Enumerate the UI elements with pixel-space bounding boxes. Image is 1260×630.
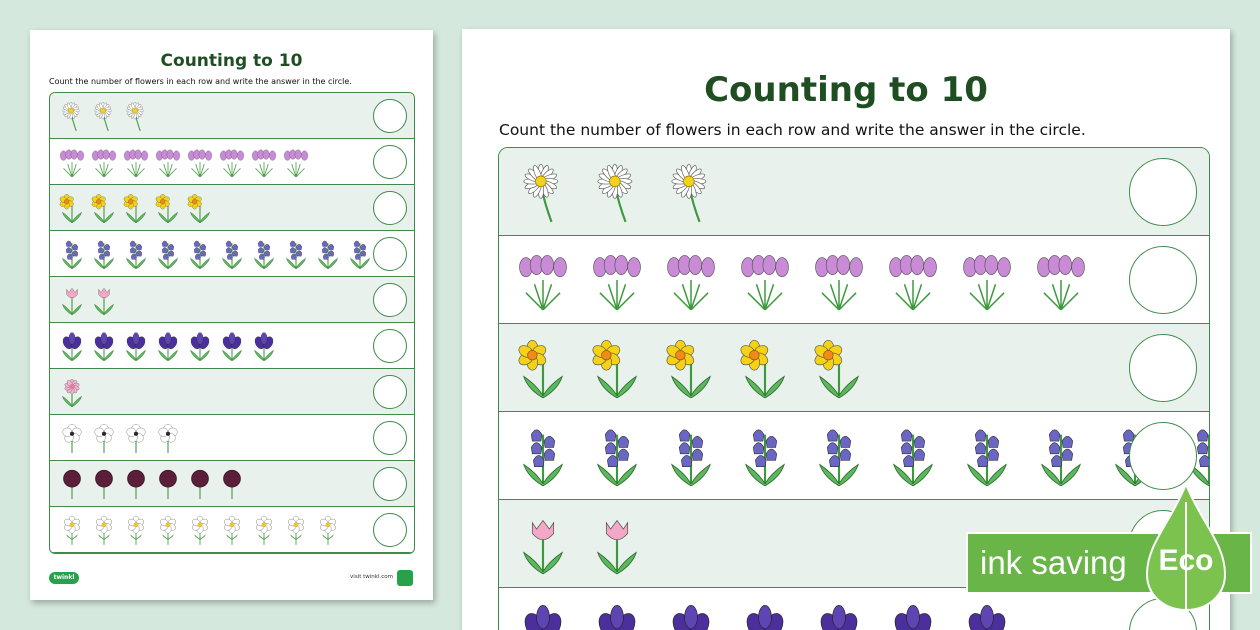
daffodil-icon xyxy=(511,327,575,409)
iris-icon xyxy=(733,591,797,630)
allium-icon xyxy=(216,464,248,504)
daffodil-icon xyxy=(184,188,216,228)
daffodil-icon xyxy=(585,327,649,409)
answer-circle[interactable] xyxy=(373,467,407,501)
white-flower-icon xyxy=(56,510,88,550)
daisy-icon xyxy=(585,151,649,233)
footer-url: visit twinkl.com xyxy=(350,574,393,580)
white-flower-icon xyxy=(120,510,152,550)
iris-icon xyxy=(955,591,1019,630)
flower-row xyxy=(50,415,414,461)
allium-icon xyxy=(152,464,184,504)
white-pansy-icon xyxy=(56,418,88,458)
white-flower-icon xyxy=(312,510,344,550)
worksheet-instructions: Count the number of flowers in each row and write the answer in the circle. xyxy=(49,77,352,86)
flower-row xyxy=(499,324,1209,412)
answer-circle[interactable] xyxy=(373,237,407,271)
crocus-icon xyxy=(152,142,184,182)
flower-row xyxy=(50,507,414,553)
iris-icon xyxy=(88,326,120,366)
crocus-icon xyxy=(881,239,945,321)
bluebell-icon xyxy=(955,415,1019,497)
flower-row xyxy=(50,231,414,277)
daffodil-icon xyxy=(807,327,871,409)
iris-icon xyxy=(659,591,723,630)
carnation-icon xyxy=(56,372,88,412)
crocus-icon xyxy=(184,142,216,182)
white-flower-icon xyxy=(248,510,280,550)
crocus-icon xyxy=(511,239,575,321)
twinkl-logo: twinkl xyxy=(49,572,79,584)
white-pansy-icon xyxy=(88,418,120,458)
iris-icon xyxy=(216,326,248,366)
bluebell-icon xyxy=(807,415,871,497)
flower-row xyxy=(50,185,414,231)
worksheet-instructions: Count the number of flowers in each row and write the answer in the circle. xyxy=(499,121,1086,139)
answer-circle[interactable] xyxy=(373,191,407,225)
crocus-icon xyxy=(807,239,871,321)
bluebell-icon xyxy=(248,234,280,274)
worksheet-title: Counting to 10 xyxy=(704,70,988,110)
bluebell-icon xyxy=(216,234,248,274)
tulip-icon xyxy=(585,503,649,585)
daffodil-icon xyxy=(733,327,797,409)
daffodil-icon xyxy=(659,327,723,409)
tulip-icon xyxy=(88,280,120,320)
crocus-icon xyxy=(88,142,120,182)
daffodil-icon xyxy=(56,188,88,228)
crocus-icon xyxy=(280,142,312,182)
answer-circle[interactable] xyxy=(373,99,407,133)
crocus-icon xyxy=(216,142,248,182)
white-pansy-icon xyxy=(120,418,152,458)
daffodil-icon xyxy=(88,188,120,228)
bluebell-icon xyxy=(280,234,312,274)
crocus-icon xyxy=(248,142,280,182)
crocus-icon xyxy=(955,239,1019,321)
white-flower-icon xyxy=(280,510,312,550)
white-flower-icon xyxy=(216,510,248,550)
bluebell-icon xyxy=(881,415,945,497)
answer-circle[interactable] xyxy=(373,375,407,409)
tulip-icon xyxy=(56,280,88,320)
answer-circle[interactable] xyxy=(1129,158,1197,226)
iris-icon xyxy=(184,326,216,366)
flower-row xyxy=(50,277,414,323)
flower-row xyxy=(50,323,414,369)
bluebell-icon xyxy=(120,234,152,274)
iris-icon xyxy=(120,326,152,366)
daisy-icon xyxy=(659,151,723,233)
crocus-icon xyxy=(56,142,88,182)
answer-circle[interactable] xyxy=(373,421,407,455)
white-pansy-icon xyxy=(152,418,184,458)
worksheet-thumbnail[interactable] xyxy=(30,30,433,600)
daffodil-icon xyxy=(120,188,152,228)
answer-circle[interactable] xyxy=(373,283,407,317)
crocus-icon xyxy=(585,239,649,321)
white-flower-icon xyxy=(184,510,216,550)
bluebell-icon xyxy=(1029,415,1093,497)
bluebell-icon xyxy=(511,415,575,497)
daisy-icon xyxy=(120,96,152,136)
allium-icon xyxy=(120,464,152,504)
worksheet-footer xyxy=(49,570,415,588)
answer-circle[interactable] xyxy=(1129,246,1197,314)
daisy-icon xyxy=(88,96,120,136)
iris-icon xyxy=(248,326,280,366)
bluebell-icon xyxy=(88,234,120,274)
crocus-icon xyxy=(659,239,723,321)
ink-saving-label: ink saving xyxy=(980,544,1127,581)
bluebell-icon xyxy=(585,415,649,497)
crocus-icon xyxy=(733,239,797,321)
bluebell-icon xyxy=(184,234,216,274)
crocus-icon xyxy=(1029,239,1093,321)
daisy-icon xyxy=(56,96,88,136)
worksheet-title: Counting to 10 xyxy=(160,51,303,71)
answer-circle[interactable] xyxy=(373,513,407,547)
flower-row xyxy=(50,139,414,185)
flower-row xyxy=(50,369,414,415)
bluebell-icon xyxy=(733,415,797,497)
flower-row xyxy=(50,93,414,139)
crocus-icon xyxy=(120,142,152,182)
white-flower-icon xyxy=(88,510,120,550)
allium-icon xyxy=(184,464,216,504)
flower-row xyxy=(499,236,1209,324)
iris-icon xyxy=(807,591,871,630)
bluebell-icon xyxy=(152,234,184,274)
answer-circle[interactable] xyxy=(1129,422,1197,490)
iris-icon xyxy=(152,326,184,366)
badge-icon xyxy=(397,570,413,586)
flower-row xyxy=(499,412,1209,500)
allium-icon xyxy=(56,464,88,504)
answer-circle[interactable] xyxy=(373,145,407,179)
eco-tag: Eco xyxy=(1158,544,1214,577)
flower-row xyxy=(499,588,1209,630)
bluebell-icon xyxy=(659,415,723,497)
counting-rows xyxy=(49,92,415,554)
flower-row xyxy=(50,461,414,507)
white-flower-icon xyxy=(152,510,184,550)
iris-icon xyxy=(56,326,88,366)
answer-circle[interactable] xyxy=(373,329,407,363)
daisy-icon xyxy=(511,151,575,233)
bluebell-icon xyxy=(344,234,376,274)
answer-circle[interactable] xyxy=(1129,334,1197,402)
iris-icon xyxy=(511,591,575,630)
bluebell-icon xyxy=(312,234,344,274)
allium-icon xyxy=(88,464,120,504)
tulip-icon xyxy=(511,503,575,585)
iris-icon xyxy=(585,591,649,630)
bluebell-icon xyxy=(56,234,88,274)
daffodil-icon xyxy=(152,188,184,228)
flower-row xyxy=(499,148,1209,236)
iris-icon xyxy=(881,591,945,630)
